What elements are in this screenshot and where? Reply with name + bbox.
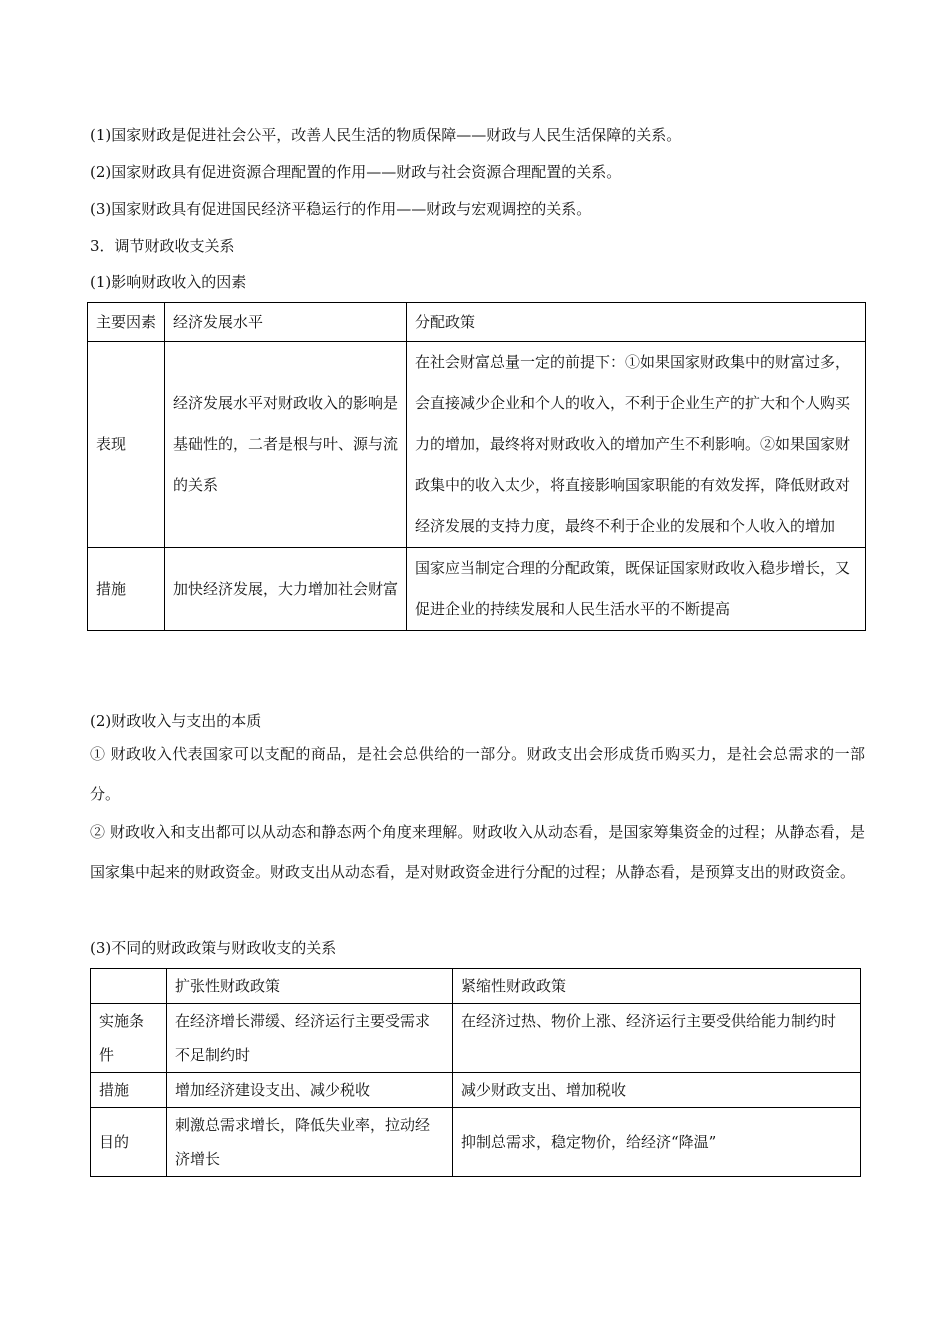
table-header-row xyxy=(88,303,866,342)
table-header-row xyxy=(91,969,861,1004)
table-cell: 在社会财富总量一定的前提下：①如果国家财政集中的财富过多，会直接减少企业和个人的收入，不利于企业生产的扩大和个人购买力的增加，最终将对财政收入的增加产生不利影响。②如果国家财政集中的收入太少，将直接影响国家职能的有效发挥，降低财政对经济发展的支持力度，最终不利于企业的发展和个人收入的增加 xyxy=(407,342,866,548)
table-cell: 在经济增长滞缓、经济运行主要受需求不足制约时 xyxy=(167,1004,453,1073)
table-row xyxy=(91,1108,861,1177)
table-header-cell: 经济发展水平 xyxy=(165,303,407,342)
table-row xyxy=(88,342,866,548)
section-heading: 3．调节财政收支关系 xyxy=(90,237,235,255)
fiscal-policy-table xyxy=(90,968,861,1177)
table-header-cell: 主要因素 xyxy=(88,303,165,342)
table-header-cell: 紧缩性财政政策 xyxy=(453,969,861,1004)
row-label: 实施条件 xyxy=(91,1004,167,1073)
subsection-heading-1: (1)影响财政收入的因素 xyxy=(90,273,247,291)
table-cell: 增加经济建设支出、减少税收 xyxy=(167,1073,453,1108)
intro-item-3: (3)国家财政具有促进国民经济平稳运行的作用——财政与宏观调控的关系。 xyxy=(90,200,592,218)
table-header-cell xyxy=(91,969,167,1004)
row-label: 措施 xyxy=(88,548,165,631)
table-cell: 在经济过热、物价上涨、经济运行主要受供给能力制约时 xyxy=(453,1004,861,1073)
subsection-heading-2: (2)财政收入与支出的本质 xyxy=(90,712,262,730)
table-row xyxy=(91,1004,861,1073)
row-label: 措施 xyxy=(91,1073,167,1108)
table-cell: 减少财政支出、增加税收 xyxy=(453,1073,861,1108)
table-cell: 刺激总需求增长，降低失业率，拉动经济增长 xyxy=(167,1108,453,1177)
table-cell: 抑制总需求，稳定物价，给经济“降温” xyxy=(453,1108,861,1177)
table-row xyxy=(88,548,866,631)
table-cell: 国家应当制定合理的分配政策，既保证国家财政收入稳步增长，又促进企业的持续发展和人民生活水平的不断提高 xyxy=(407,548,866,631)
table-cell: 经济发展水平对财政收入的影响是基础性的，二者是根与叶、源与流的关系 xyxy=(165,342,407,548)
subsection-heading-3: (3)不同的财政政策与财政收支的关系 xyxy=(90,939,337,957)
fiscal-revenue-factors-table xyxy=(87,302,866,631)
intro-item-2: (2)国家财政具有促进资源合理配置的作用——财政与社会资源合理配置的关系。 xyxy=(90,163,622,181)
intro-item-1: (1)国家财政是促进社会公平，改善人民生活的物质保障——财政与人民生活保障的关系。 xyxy=(90,126,682,144)
table-cell: 加快经济发展，大力增加社会财富 xyxy=(165,548,407,631)
essence-paragraph-1: ① 财政收入代表国家可以支配的商品，是社会总供给的一部分。财政支出会形成货币购买力，是社会总需求的一部分。 xyxy=(90,745,865,803)
table-row xyxy=(91,1073,861,1108)
table-header-cell: 分配政策 xyxy=(407,303,866,342)
essence-paragraph-2: ② 财政收入和支出都可以从动态和静态两个角度来理解。财政收入从动态看，是国家筹集资金的过程；从静态看，是国家集中起来的财政资金。财政支出从动态看，是对财政资金进行分配的过程；从静态看，是预算支出的财政资金。 xyxy=(90,823,865,881)
row-label: 表现 xyxy=(88,342,165,548)
table-header-cell: 扩张性财政政策 xyxy=(167,969,453,1004)
row-label: 目的 xyxy=(91,1108,167,1177)
